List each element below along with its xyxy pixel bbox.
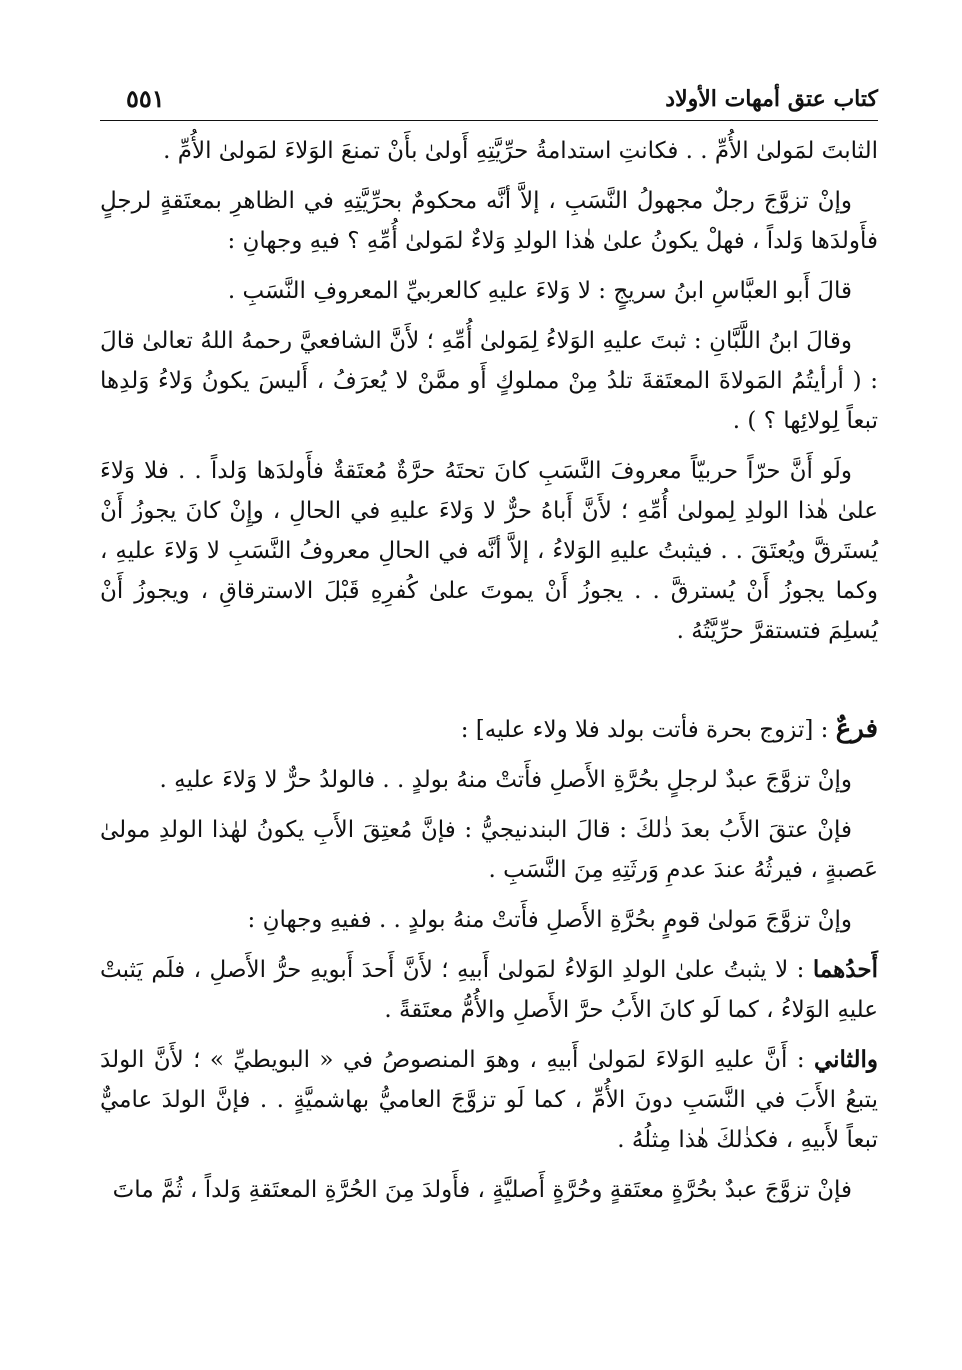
paragraph: ولَو أَنَّ حرّاً حربيّاً معروفَ النَّسَبِ كانَ تحتَهُ حرَّةٌ مُعتَقةٌ فأَولدَها وَلداً . . فلا وَلاءَ علىٰ هٰذا الولدِ لِمولىٰ أُمِّهِ ؛ لأَنَّ أَباهُ حرٌّ لا وَلاءَ عليهِ في الحالِ ، وإِنْ كانَ يجوزُ أَنْ يُستَرقَّ ويُعتَقَ . . فيثبتُ عليهِ الوَلاءُ ، إلاَّ أنَّه في الحالِ معروفُ النَّسَبِ لا وَلاءَ عليهِ ، وكما يجوزُ أَنْ يُسترقَّ . . يجوزُ أَنْ يموتَ علىٰ كُفرِهِ قَبْلَ الاسترقاقِ ، ويجوزُ أَنْ يُسلِمَ فتستقرَّ حرِّيَّتُهُ . (100, 458, 878, 644)
main-text (100, 131, 878, 1210)
chapter-title: كتاب عتق أمهات الأولاد (665, 86, 878, 112)
paragraph: وإنْ تزوَّجَ عبدٌ لرجلٍ بحُرَّةِ الأَصلِ فأَتتْ منهُ بولدٍ . . فالولدُ حرٌّ لا وَلاءَ عليهِ . (159, 767, 852, 793)
paragraph: فإنْ عتقَ الأَبُ بعدَ ذٰلكَ : قالَ البندنيجيُّ : فإنَّ مُعتِقَ الأَبِ يكونُ لهٰذا الولدِ مولىٰ عَصبةٍ ، فيرثُهُ عندَ عدمِ وَرثَتِهِ مِنَ النَّسَبِ . (100, 817, 878, 883)
paragraph: وإنْ تزوَّجَ مَولىٰ قومٍ بحُرَّةِ الأَصلِ فأَتتْ منهُ بولدٍ . . ففيهِ وجهانِ : (247, 907, 852, 933)
paragraph (100, 950, 878, 1030)
paragraph: قالَ أَبو العبَّاسِ ابنُ سريجٍ : لا وَلاءَ عليهِ كالعربيِّ المعروفِ النَّسَبِ . (227, 278, 852, 304)
paragraph (100, 1040, 878, 1160)
section-heading (100, 709, 878, 750)
book-page (100, 80, 878, 1220)
paragraph: فإنْ تزوَّجَ عبدٌ بحُرَّةٍ معتَقةٍ وحُرَّةٍ أَصليَّةٍ ، فأَولدَ مِنَ الحُرَّةِ المعتَقةِ وَلداً ، ثُمَّ ماتَ (112, 1177, 852, 1203)
section-spacer (100, 661, 878, 709)
paragraph-body: : لا يثبتُ علىٰ الولدِ الوَلاءُ لمَولىٰ أَبيهِ ؛ لأَنَّ أَحدَ أَبويهِ حرُّ الأَصلِ ، فلَم يَثبتْ عليهِ الوَلاءُ ، كما لَو كانَ الأَبُ حرَّ الأَصلِ والأُمُّ معتَقةً . (100, 957, 878, 1023)
paragraph: الثابتَ لمَولىٰ الأُمِّ . . فكانتِ استدامةُ حرِّيَّتِهِ أَولىٰ بأَنْ تمنعَ الوَلاءَ لمَولىٰ الأُمِّ . (163, 138, 878, 164)
section-label: فرعٌ (835, 714, 878, 744)
paragraph: وإنْ تزوَّجَ رجلٌ مجهولُ النَّسَبِ ، إلاَّ أنَّه محكومٌ بحرِّيَّتِهِ في الظاهرِ بمعتَقةٍ لرجلٍ فأَولدَها وَلداً ، فهلْ يكونُ علىٰ هٰذا الولدِ وَلاءٌ لمَولىٰ أُمِّهِ ؟ فيهِ وجهانِ : (100, 188, 878, 254)
running-header (100, 80, 878, 121)
paragraph-lead: والثاني (813, 1046, 878, 1073)
page-number: ٥٥١ (126, 84, 165, 113)
paragraph-lead: أَحدُهما (812, 956, 878, 983)
paragraph-body: : أَنَّ عليهِ الوَلاءَ لمَولىٰ أَبيهِ ، وهوَ المنصوصُ في « البويطيِّ » ؛ لأَنَّ الولدَ يتبعُ الأَبَ في النَّسَبِ دونَ الأُمِّ ، كما لَو تزوَّجَ العاميُّ بهاشميَّةٍ . . فإنَّ الولدَ عاميٌّ تبعاً لأَبيهِ ، فكذٰلكَ هٰذا مِثلُهُ . (100, 1047, 878, 1153)
section-title: : [تزوج بحرة فأتت بولد فلا ولاء عليه] : (460, 717, 829, 743)
paragraph: وقالَ ابنُ اللَّبَّانِ : ثبتَ عليهِ الوَلاءُ لِمَولىٰ أُمِّهِ ؛ لأَنَّ الشافعيَّ رحمهُ اللهُ تعالىٰ قالَ : ( أرأيتُمُ المَولاةَ المعتَقةَ تلدُ مِنْ مملوكٍ أَو ممَّنْ لا يُعرَفُ ، أَليسَ يكونُ وَلاءُ وَلدِها تبعاً لِولائِها ؟ ) . (100, 328, 878, 434)
